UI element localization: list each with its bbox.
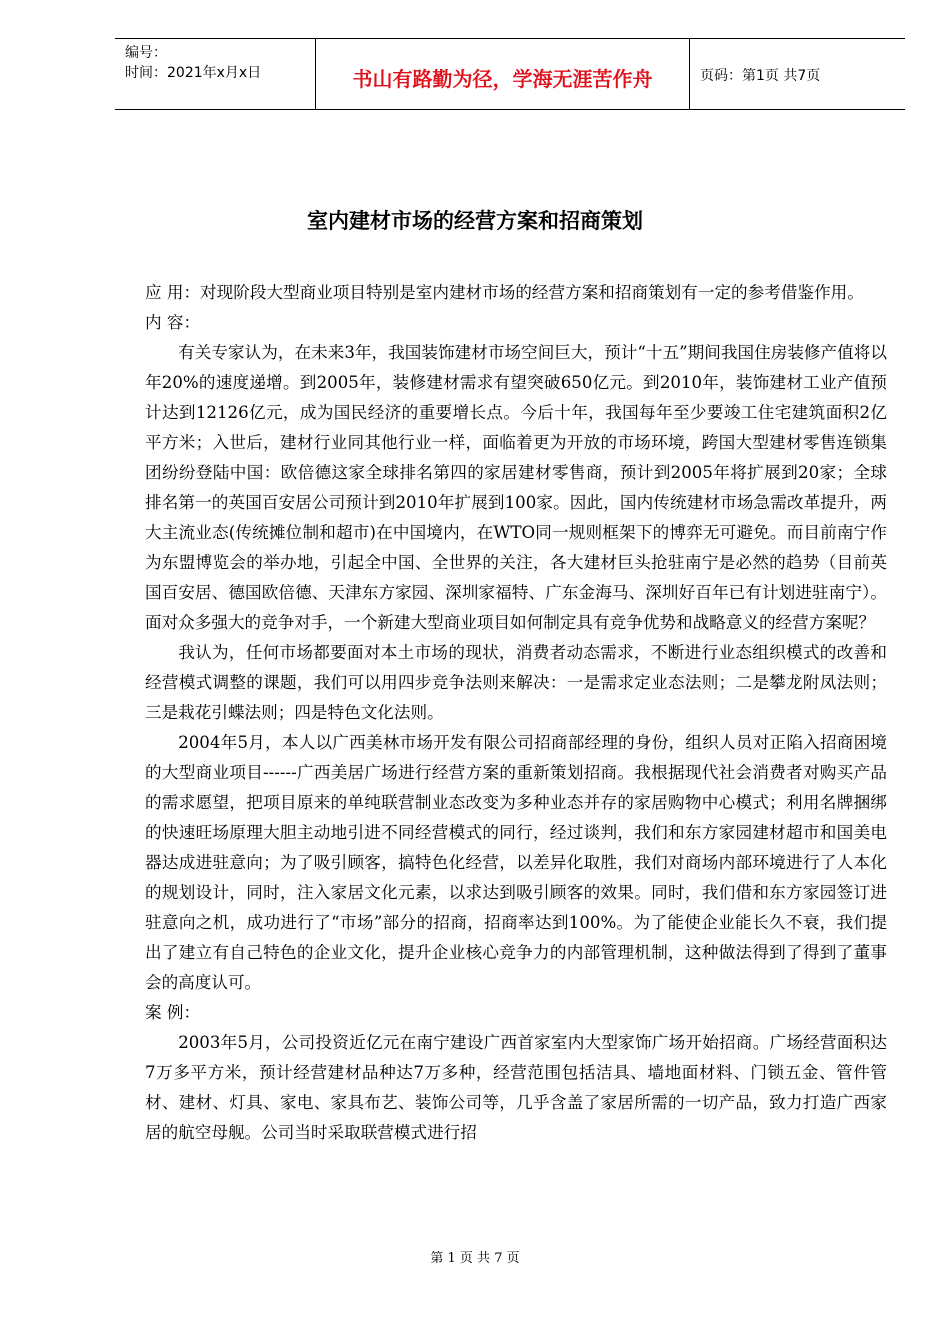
case-heading: 案 例： — [145, 1003, 201, 1022]
document-title: 室内建材市场的经营方案和招商策划 — [307, 209, 643, 233]
page-header — [115, 38, 905, 110]
body-paragraph: 有关专家认为，在未来3年，我国装饰建材市场空间巨大，预计“十五”期间我国住房装修产值将以年20%的速度递增。到2005年，装修建材需求有望突破650亿元。到2010年，装饰建材工业产值预计达到12126亿元，成为国民经济的重要增长点。今后十年，我国每年至少要竣工住宅建筑面积2亿平方米；入世后，建材行业同其他行业一样，面临着更为开放的市场环境，跨国大型建材零售连锁集团纷纷登陆中国：欧倍德这家全球排名第四的家居建材零售商，预计到2005年将扩展到20家；全球排名第一的英国百安居公司预计到2010年扩展到100家。因此，国内传统建材市场急需改革提升，两大主流业态(传统摊位制和超市)在中国境内，在WTO同一规则框架下的博弈无可避免。而目前南宁作为东盟博览会的举办地，引起全中国、全世界的关注，各大建材巨头抢驻南宁是必然的趋势（目前英国百安居、德国欧倍德、天津东方家园、深圳家福特、广东金海马、深圳好百年已有计划进驻南宁）。面对众多强大的竞争对手，一个新建大型商业项目如何制定具有竞争优势和战略意义的经营方案呢？ — [145, 343, 887, 632]
header-meta-cell — [115, 39, 316, 109]
header-motto-cell — [316, 39, 690, 109]
time-label: 时间：2021年x月x日 — [125, 65, 262, 81]
page-label: 页码：第1页 共7页 — [700, 68, 821, 84]
body-paragraph: 2003年5月，公司投资近亿元在南宁建设广西首家室内大型家饰广场开始招商。广场经营面积达7万多平方米，预计经营建材品种达7万多种，经营范围包括洁具、墙地面材料、门锁五金、管件管材、建材、灯具、家电、家具布艺、装饰公司等，几乎含盖了家居所需的一切产品，致力打造广西家居的航空母舰。公司当时采取联营模式进行招 — [145, 1033, 887, 1142]
page-footer: 第 1 页 共 7 页 — [430, 1251, 520, 1266]
number-label: 编号： — [125, 45, 167, 61]
content-heading: 内 容： — [145, 313, 201, 332]
body-paragraph: 我认为，任何市场都要面对本土市场的现状，消费者动态需求，不断进行业态组织模式的改善和经营模式调整的课题，我们可以用四步竞争法则来解决：一是需求定业态法则；二是攀龙附凤法则；三是栽花引蝶法则；四是特色文化法则。 — [145, 643, 887, 722]
document-body — [145, 278, 887, 1148]
application-paragraph: 应 用：对现阶段大型商业项目特别是室内建材市场的经营方案和招商策划有一定的参考借鉴作用。 — [145, 283, 864, 302]
body-paragraph: 2004年5月，本人以广西美林市场开发有限公司招商部经理的身份，组织人员对正陷入招商困境的大型商业项目------广西美居广场进行经营方案的重新策划招商。我根据现代社会消费者对购买产品的需求愿望，把项目原来的单纯联营制业态改变为多种业态并存的家居购物中心模式；利用名牌捆绑的快速旺场原理大胆主动地引进不同经营模式的同行，经过谈判，我们和东方家园建材超市和国美电器达成进驻意向；为了吸引顾客，搞特色化经营，以差异化取胜，我们对商场内部环境进行了人本化的规划设计，同时，注入家居文化元素，以求达到吸引顾客的效果。同时，我们借和东方家园签订进驻意向之机，成功进行了“市场”部分的招商，招商率达到100%。为了能使企业能长久不衰，我们提出了建立有自己特色的企业文化，提升企业核心竞争力的内部管理机制，这种做法得到了得到了董事会的高度认可。 — [145, 733, 887, 992]
header-page-cell — [690, 39, 905, 109]
motto-text: 书山有路勤为径，学海无涯苦作舟 — [352, 67, 653, 91]
